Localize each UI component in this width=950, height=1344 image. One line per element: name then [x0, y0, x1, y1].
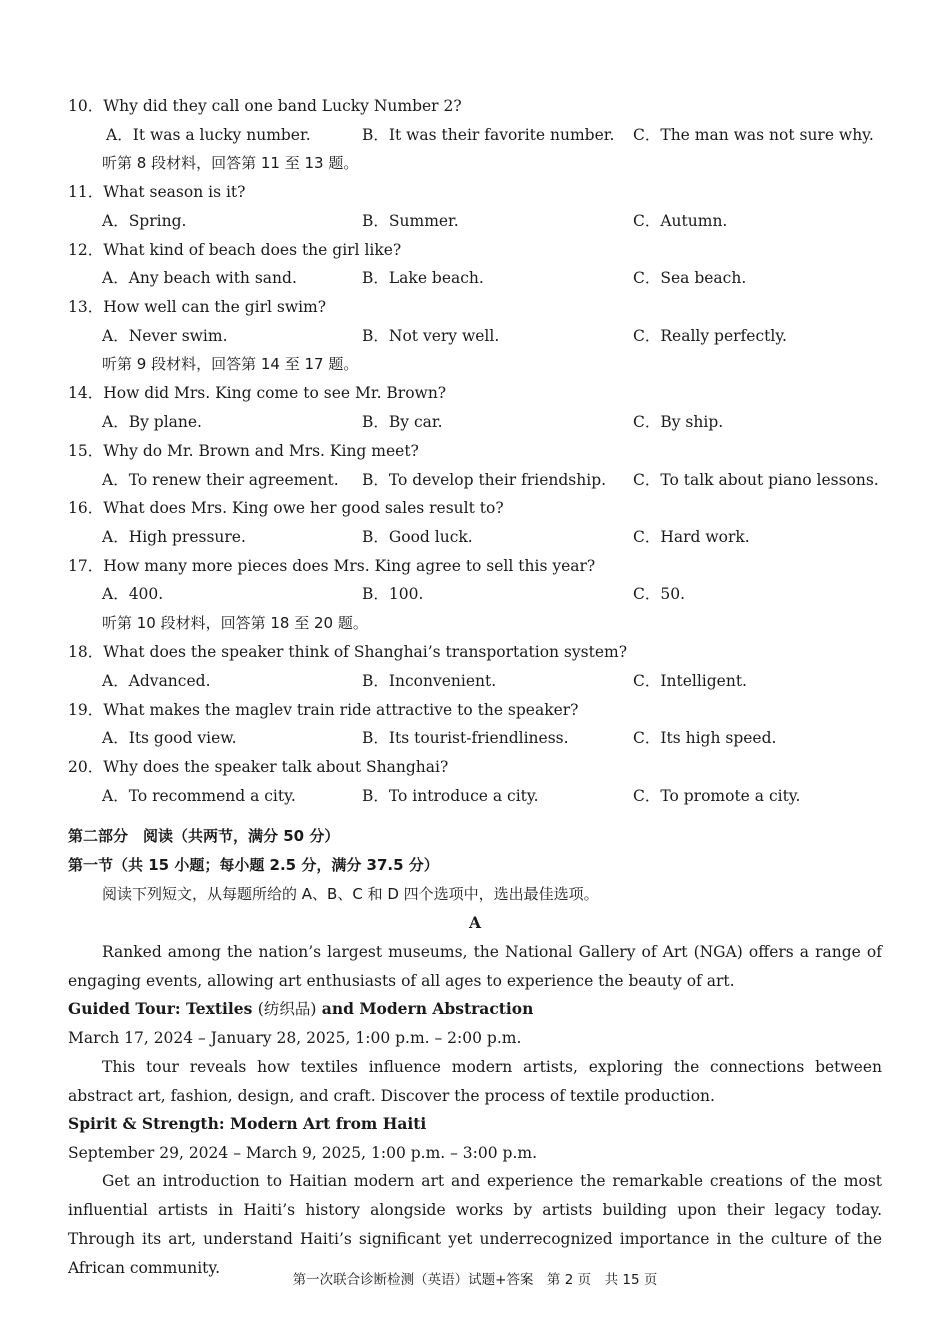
option-c: C．Hard work. [633, 528, 750, 546]
option-b: B．To develop their friendship. [362, 471, 607, 489]
question-14: 14．How did Mrs. King come to see Mr. Brown? [68, 384, 447, 402]
option-a: A．High pressure. [102, 528, 246, 546]
question-15: 15．Why do Mr. Brown and Mrs. King meet? [68, 442, 419, 460]
option-b: B．Lake beach. [362, 269, 484, 287]
section-note-10: 听第 10 段材料，回答第 18 至 20 题。 [102, 614, 368, 632]
option-b: B．Inconvenient. [362, 672, 497, 690]
option-b: B．Good luck. [362, 528, 473, 546]
question-13: 13．How well can the girl swim? [68, 298, 327, 316]
option-a: A．It was a lucky number. [106, 126, 311, 144]
part2-title: 第二部分 阅读（共两节，满分 50 分） [68, 827, 340, 845]
option-c: C．50. [633, 585, 686, 603]
question-12: 12．What kind of beach does the girl like? [68, 241, 402, 259]
option-a: A．Advanced. [102, 672, 211, 690]
option-c: C．Sea beach. [633, 269, 747, 287]
question-18: 18．What does the speaker think of Shanghai’s transportation system? [68, 643, 628, 661]
question-19: 19．What makes the maglev train ride attractive to the speaker? [68, 701, 579, 719]
option-a: A．To renew their agreement. [102, 471, 339, 489]
option-c: C．Autumn. [633, 212, 728, 230]
page-footer: 第一次联合诊断检测（英语）试题+答案 第 2 页 共 15 页 [292, 1272, 658, 1288]
option-c: C．Its high speed. [633, 729, 777, 747]
option-a: A．To recommend a city. [102, 787, 296, 805]
option-b: B．Its tourist-friendliness. [362, 729, 569, 747]
event-1-date: March 17, 2024 – January 28, 2025, 1:00 p.m. – 2:00 p.m. [68, 1029, 522, 1047]
option-a: A．Its good view. [102, 729, 237, 747]
option-b: B．Not very well. [362, 327, 500, 345]
reading-instruction: 阅读下列短文，从每题所给的 A、B、C 和 D 四个选项中，选出最佳选项。 [102, 885, 599, 903]
option-c: C．To promote a city. [633, 787, 801, 805]
question-10: 10．Why did they call one band Lucky Number 2? [68, 97, 462, 115]
option-c: C．To talk about piano lessons. [633, 471, 879, 489]
option-a: A．Never swim. [102, 327, 228, 345]
option-a: A．400. [102, 585, 164, 603]
option-c: C．The man was not sure why. [633, 126, 874, 144]
question-16: 16．What does Mrs. King owe her good sales result to? [68, 499, 504, 517]
question-11: 11．What season is it? [68, 183, 246, 201]
event-1-title: Guided Tour: Textiles (纺织品) and Modern Abstraction [68, 999, 534, 1018]
option-c: C．By ship. [633, 413, 724, 431]
option-c: C．Really perfectly. [633, 327, 787, 345]
passage-intro: Ranked among the nation’s largest museums, the National Gallery of Art (NGA) offers a range of engaging events, allowing art enthusiasts of all ages to experience the beauty of art. [68, 943, 882, 990]
option-b: B．To introduce a city. [362, 787, 539, 805]
option-a: A．Spring. [102, 212, 187, 230]
event-2-title: Spirit & Strength: Modern Art from Haiti [68, 1114, 427, 1133]
option-a: A．By plane. [102, 413, 202, 431]
event-1-description: This tour reveals how textiles influence modern artists, exploring the connections between abstract art, fashion, design, and craft. Discover the process of textile production. [68, 1058, 882, 1105]
question-17: 17．How many more pieces does Mrs. King agree to sell this year? [68, 557, 596, 575]
section-note-8: 听第 8 段材料，回答第 11 至 13 题。 [102, 154, 359, 172]
option-b: B．100. [362, 585, 424, 603]
option-b: B．By car. [362, 413, 443, 431]
section1-title: 第一节（共 15 小题；每小题 2.5 分，满分 37.5 分） [68, 856, 439, 874]
section-note-9: 听第 9 段材料，回答第 14 至 17 题。 [102, 355, 359, 373]
option-b: B．Summer. [362, 212, 459, 230]
option-c: C．Intelligent. [633, 672, 747, 690]
event-2-date: September 29, 2024 – March 9, 2025, 1:00 p.m. – 3:00 p.m. [68, 1144, 538, 1162]
passage-label: A [468, 913, 482, 932]
event-2-description: Get an introduction to Haitian modern art and experience the remarkable creations of the most influential artists in Haiti’s history alongside works by artists building upon their legacy today. Through its art, understand Haiti’s significant yet underrecognized importance in the culture of the African community. [68, 1172, 882, 1277]
option-b: B．It was their favorite number. [362, 126, 615, 144]
option-a: A．Any beach with sand. [102, 269, 297, 287]
question-20: 20．Why does the speaker talk about Shanghai? [68, 758, 449, 776]
